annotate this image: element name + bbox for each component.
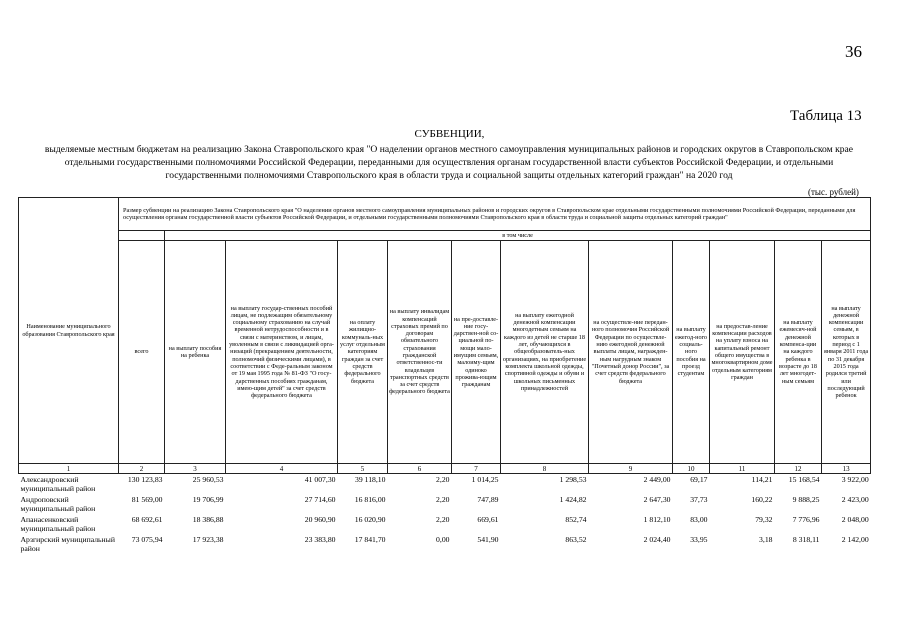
value-cell: 83,00 [690, 515, 708, 524]
value-cell: 0,00 [436, 535, 450, 544]
value-cell: 669,61 [477, 515, 499, 524]
value-cell: 25 960,53 [192, 475, 224, 484]
value-cell: 863,52 [565, 535, 587, 544]
header-total: всего [119, 241, 165, 464]
value-cell: 747,89 [477, 495, 499, 504]
value-cell: 1 812,10 [643, 515, 671, 524]
table-row [19, 514, 871, 534]
value-cell: 20 960,90 [304, 515, 336, 524]
value-cell: 27 714,60 [304, 495, 336, 504]
value-cell: 1 014,25 [471, 475, 499, 484]
value-cell: 16 816,00 [354, 495, 386, 504]
header-col-9: на осуществле-ние передан-ного полномочия Российской Федерации по осуществле-нию ежегодной денежной выплаты лицам, награжден-ным нагрудным знаком "Почетный донор России", за счет средств федерального бюджета [589, 241, 673, 464]
municipality-name: Андроповский муниципальный район [20, 495, 96, 513]
col-number: 3 [165, 464, 226, 474]
value-cell: 3 922,00 [841, 475, 869, 484]
value-cell: 18 386,88 [192, 515, 224, 524]
value-cell: 1 298,53 [559, 475, 587, 484]
value-cell: 17 841,70 [354, 535, 386, 544]
value-cell: 2 423,00 [841, 495, 869, 504]
col-number: 12 [775, 464, 822, 474]
header-col-8: на выплату ежегодной денежной компенсации многодетным семьям на каждого из детей не старше 18 лет, обучающихся в общеобразователь-ных организациях, на приобретение комплекта школьной одежды, спортивной одежды и обуви и школьных письменных принадлежностей [501, 241, 589, 464]
page-number: 36 [845, 42, 862, 61]
col-number: 1 [19, 464, 119, 474]
header-col-3: на выплату пособия на ребенка [165, 241, 226, 464]
value-cell: 3,18 [759, 535, 773, 544]
col-number: 6 [388, 464, 452, 474]
value-cell: 73 075,94 [131, 535, 163, 544]
document-title: СУБВЕНЦИИ, [414, 128, 485, 140]
value-cell: 33,95 [690, 535, 708, 544]
value-cell: 2 647,30 [643, 495, 671, 504]
value-cell: 8 318,11 [792, 535, 820, 544]
municipality-name: Апанасенковский муниципальный район [20, 515, 96, 533]
col-number: 10 [673, 464, 710, 474]
header-col-6: на выплату инвалидам компенсаций страховых премий по договорам обязательного страхования гражданской ответственнос-ти владельцев транспортных средств за счет средств федерального бюджета [388, 241, 452, 464]
table-row [19, 474, 871, 495]
header-col-13: на выплату денежной компенсации семьям, в которых в период с 1 января 2011 года по 31 декабря 2015 года родился третий или последующий ребенок [822, 241, 871, 464]
header-municipality: Наименование муниципального образования Ставропольского края [19, 198, 119, 464]
subsidy-table [18, 197, 871, 554]
header-including: в том числе [165, 231, 871, 241]
municipality-name: Александровский муниципальный район [20, 475, 96, 493]
value-cell: 130 123,83 [127, 475, 163, 484]
value-cell: 9 888,25 [792, 495, 820, 504]
table-row [19, 534, 871, 554]
value-cell: 541,90 [477, 535, 499, 544]
col-number: 8 [501, 464, 589, 474]
value-cell: 2 449,00 [643, 475, 671, 484]
header-col-11: на предостав-ление компенсации расходов на уплату взноса на капитальный ремонт общего имущества в многоквартирном доме отдельным категориям граждан [710, 241, 775, 464]
value-cell: 2 142,00 [841, 535, 869, 544]
value-cell: 68 692,61 [131, 515, 163, 524]
value-cell: 2,20 [436, 495, 450, 504]
header-subsidy-size: Размер субвенции на реализацию Закона Ставропольского края "О наделении органов местного самоуправления муниципальных районов и городских округов в Ставропольском крае отдельными государственными полномочиями Российской Федерации, переданными для осуществления органам государственной власти субъектов Российской Федерации, и отдельными государственными полномочиями Ставропольского края в области труда и социальной защиты отдельных категорий граждан" [119, 198, 871, 231]
value-cell: 81 569,00 [131, 495, 163, 504]
col-number: 7 [452, 464, 501, 474]
value-cell: 114,21 [751, 475, 773, 484]
header-col-12: на выплату ежемесяч-ной денежной компенса-ции на каждого ребенка в возрасте до 18 лет многодет-ным семьям [775, 241, 822, 464]
value-cell: 69,17 [690, 475, 708, 484]
value-cell: 2 024,40 [643, 535, 671, 544]
document-subtitle: выделяемые местным бюджетам на реализацию Закона Ставропольского края "О наделении органов местного самоуправления муниципальных районов и городских округов в Ставропольском крае отдельными государственными полномочиями Российской Федерации, переданными для осуществления органам государственной власти субъектов Российской Федерации, и отдельными государственными полномочиями Ставропольского края в области труда и социальной защиты отдельных категорий граждан" на 2020 год [44, 144, 854, 181]
value-cell: 2 048,00 [841, 515, 869, 524]
table-row [19, 494, 871, 514]
col-number: 11 [710, 464, 775, 474]
header-col-10: на выплату ежегод-ного социаль-ного пособия на проезд студентам [673, 241, 710, 464]
value-cell: 16 020,90 [354, 515, 386, 524]
col-number: 5 [338, 464, 388, 474]
value-cell: 37,73 [690, 495, 708, 504]
value-cell: 39 118,10 [355, 475, 386, 484]
value-cell: 17 923,38 [192, 535, 224, 544]
value-cell: 160,22 [751, 495, 773, 504]
value-cell: 1 424,82 [559, 495, 587, 504]
value-cell: 7 776,96 [792, 515, 820, 524]
header-col-4: на выплату государ-ственных пособий лицам, не подлежащим обязательному социальному страхованию на случай временной нетрудоспособности и в связи с материнством, и лицам, уволенным в связи с ликвидацией орга-низаций (прекращением деятельности, полномочий физическими лицами), в соответствии с Феде-ральным законом от 19 мая 1995 года № 81-ФЗ "О госу-дарственных пособиях гражданам, имею-щим детей" за счет средств федерального бюджета [226, 241, 338, 464]
col-number: 13 [822, 464, 871, 474]
value-cell: 23 383,80 [304, 535, 336, 544]
header-col-5: на оплату жилищно-коммуналь-ных услуг отдельным категориям граждан за счет средств федерального бюджета [338, 241, 388, 464]
col-number: 9 [589, 464, 673, 474]
header-col-7: на пре-доставле-ние госу-дарствен-ной со-циальной по-мощи мало-имущим семьям, малоиму-щим одиноко прожива-ющим гражданам [452, 241, 501, 464]
value-cell: 15 168,54 [788, 475, 820, 484]
value-cell: 79,32 [755, 515, 773, 524]
municipality-name: Арзгирский муниципальный район [20, 535, 115, 553]
header-spacer [119, 231, 165, 241]
col-number: 4 [226, 464, 338, 474]
table-label: Таблица 13 [790, 108, 862, 124]
value-cell: 2,20 [436, 515, 450, 524]
col-number: 2 [119, 464, 165, 474]
value-cell: 852,74 [565, 515, 587, 524]
value-cell: 19 706,99 [192, 495, 224, 504]
value-cell: 41 007,30 [304, 475, 336, 484]
value-cell: 2,20 [436, 475, 450, 484]
units-note: (тыс. рублей) [808, 187, 859, 197]
